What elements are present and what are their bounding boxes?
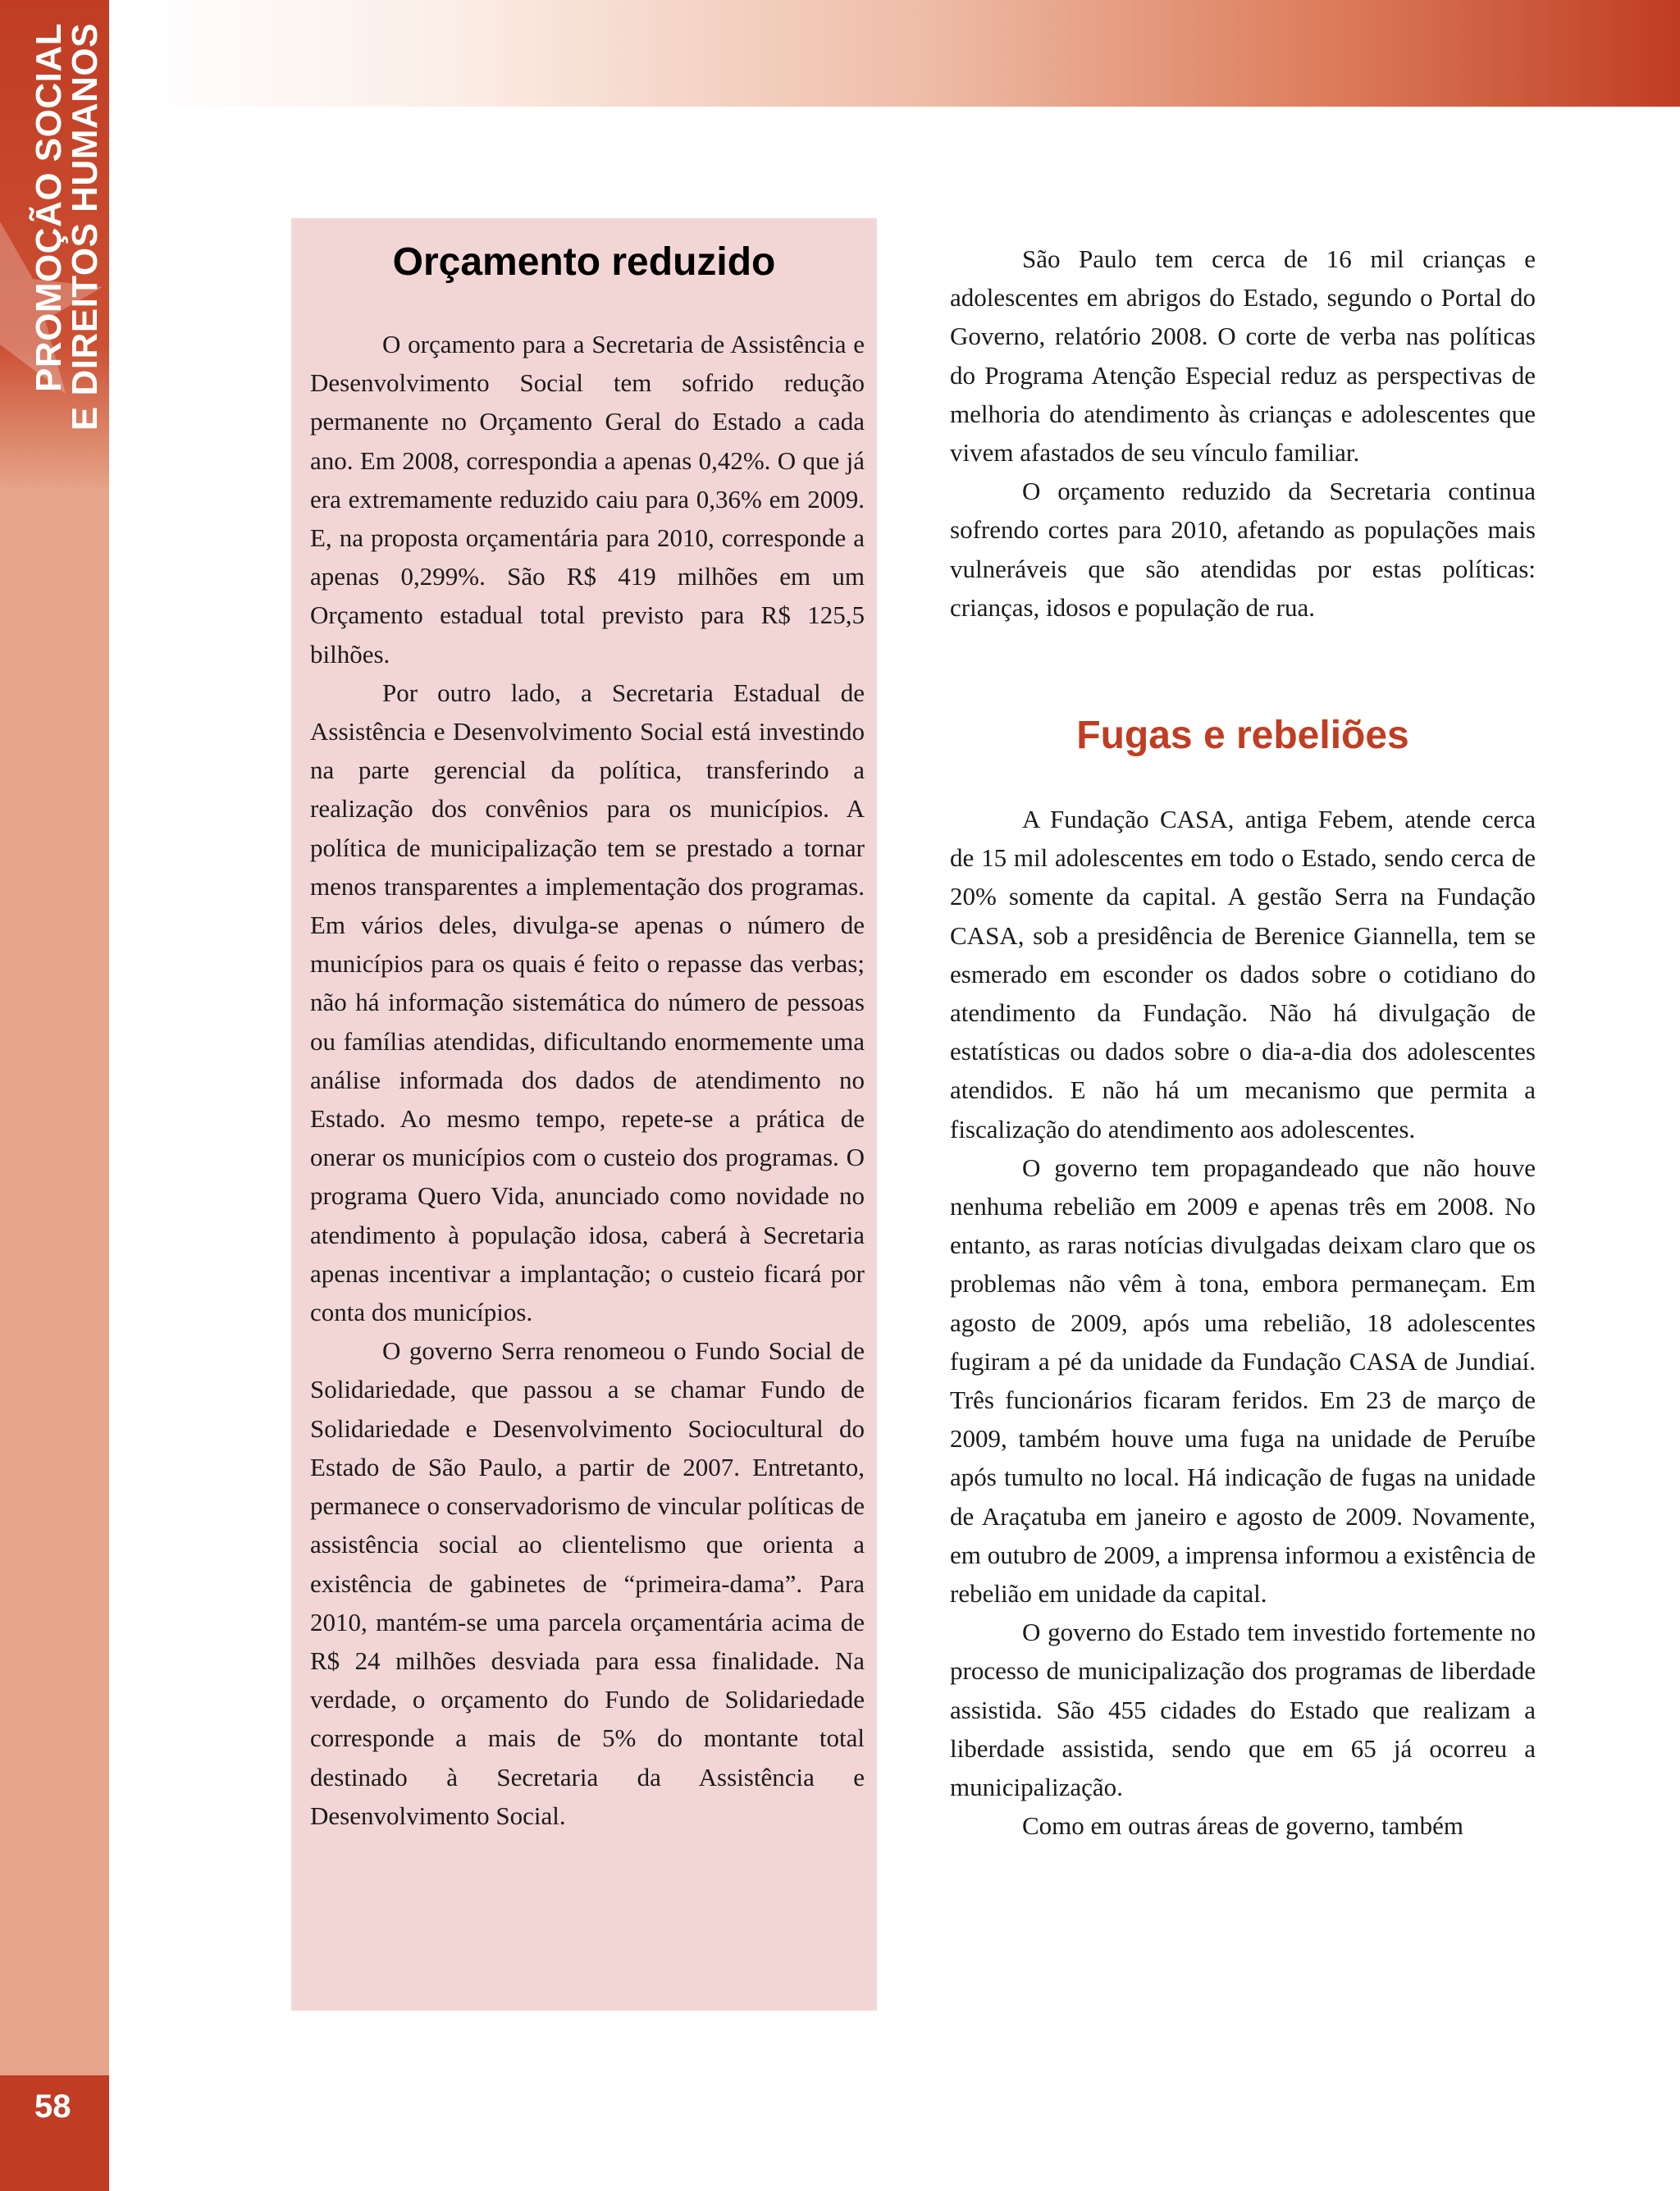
section-label-line2: E DIREITOS HUMANOS xyxy=(65,23,105,431)
right-column-intro xyxy=(950,240,1536,627)
paragraph: São Paulo tem cerca de 16 mil crianças e adolescentes em abrigos do Estado, segundo o Portal do Governo, relatório 2008. O corte de verba nas políticas do Programa Atenção Especial reduz as perspectivas de melhoria do atendimento às crianças e adolescentes que vivem afastados de seu vínculo familiar. xyxy=(950,244,1536,468)
header-gradient-band xyxy=(144,0,1680,107)
paragraph: Como em outras áreas de governo, também xyxy=(1022,1811,1464,1841)
paragraph: Por outro lado, a Secretaria Estadual de Assistência e Desenvolvimento Social está investindo na parte gerencial da política, transferindo a realização dos convênios para os municípios. A política de municipalização tem se prestado a tornar menos transparentes a implementação dos programas. Em vários deles, divulga-se apenas o número de municípios para os quais é feito o repasse das verbas; não há informação sistemática do número de pessoas ou famílias atendidas, dificultando enormemente uma análise informada dos dados de atendimento no Estado. Ao mesmo tempo, repete-se a prática de onerar os municípios com o custeio dos programas. O programa Quero Vida, anunciado como novidade no atendimento à população idosa, caberá à Secretaria apenas incentivar a implantação; o custeio ficará por conta dos municípios. xyxy=(310,678,865,1327)
paragraph: O governo do Estado tem investido fortemente no processo de municipalização dos programas de liberdade assistida. São 455 cidades do Estado que realizam a liberdade assistida, sendo que em 65 já ocorreu a municipalização. xyxy=(950,1618,1536,1802)
section-heading: Fugas e rebeliões xyxy=(1076,714,1409,757)
paragraph: O governo Serra renomeou o Fundo Social de Solidariedade, que passou a se chamar Fundo de Solidariedade e Desenvolvimento Sociocultural do Estado de São Paulo, a partir de 2007. Entretanto, permanece o conservadorismo de vincular políticas de assistência social ao clientelismo que orienta a existência de gabinetes de “primeira-dama”. Para 2010, mantém-se uma parcela orçamentária acima de R$ 24 milhões desviada para essa finalidade. Na verdade, o orçamento do Fundo de Solidariedade corresponde a mais de 5% do montante total destinado à Secretaria da Assistência e Desenvolvimento Social. xyxy=(310,1336,865,1830)
paragraph: O governo tem propagandeado que não houve nenhuma rebelião em 2009 e apenas três em 2008. No entanto, as raras notícias divulgadas deixam claro que os problemas não vêm à tona, embora permaneçam. Em agosto de 2009, após uma rebelião, 18 adolescentes fugiram a pé da unidade da Fundação CASA de Jundiaí. Três funcionários ficaram feridos. Em 23 de março de 2009, também houve uma fuga na unidade de Peruíbe após tumulto no local. Há indicação de fugas na unidade de Araçatuba em janeiro e agosto de 2009. Novamente, em outubro de 2009, a imprensa informou a existência de rebelião em unidade da capital. xyxy=(950,1153,1536,1609)
box-text xyxy=(310,325,865,1835)
section-label xyxy=(28,23,107,466)
right-column-body xyxy=(950,800,1536,1845)
paragraph: O orçamento reduzido da Secretaria continua sofrendo cortes para 2010, afetando as populações mais vulneráveis que são atendidas por estas políticas: crianças, idosos e população de rua. xyxy=(950,477,1536,622)
page-number: 58 xyxy=(34,2088,71,2125)
paragraph: O orçamento para a Secretaria de Assistência e Desenvolvimento Social tem sofrido redução permanente no Orçamento Geral do Estado a cada ano. Em 2008, correspondia a apenas 0,42%. O que já era extremamente reduzido caiu para 0,36% em 2009. E, na proposta orçamentária para 2010, corresponde a apenas 0,299%. São R$ 419 milhões em um Orçamento estadual total previsto para R$ 125,5 bilhões. xyxy=(310,330,865,669)
box-title: Orçamento reduzido xyxy=(392,240,776,284)
section-label-line1: PROMOÇÃO SOCIAL xyxy=(29,23,69,392)
paragraph: A Fundação CASA, antiga Febem, atende cerca de 15 mil adolescentes em todo o Estado, sendo cerca de 20% somente da capital. A gestão Serra na Fundação CASA, sob a presidência de Berenice Giannella, tem se esmerado em esconder os dados sobre o cotidiano do atendimento da Fundação. Não há divulgação de estatísticas ou dados sobre o dia-a-dia dos adolescentes atendidos. E não há um mecanismo que permita a fiscalização do atendimento aos adolescentes. xyxy=(950,805,1536,1143)
